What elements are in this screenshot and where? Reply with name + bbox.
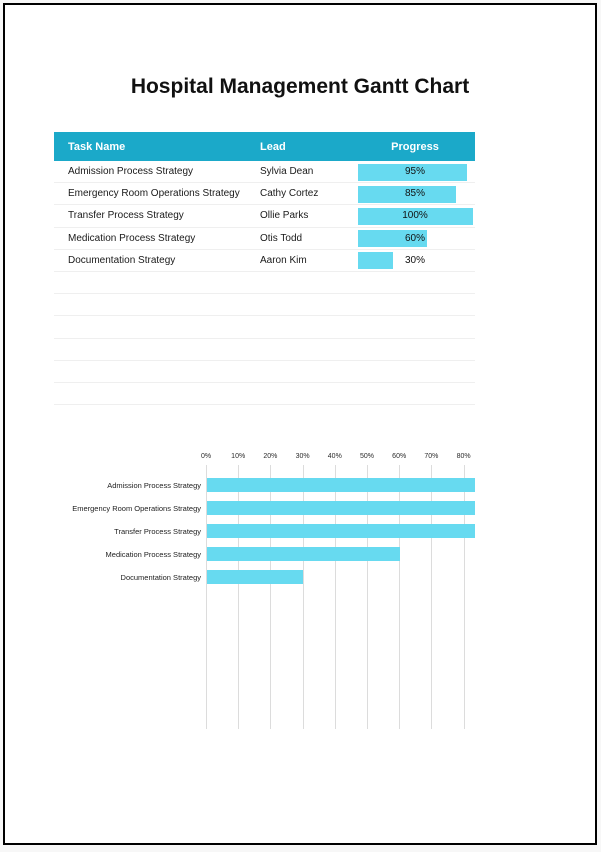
column-header-progress: Progress [391, 140, 439, 153]
progress-value-label: 30% [404, 254, 425, 266]
chart-x-tick-label: 10% [231, 453, 246, 460]
progress-value-label: 85% [404, 188, 425, 200]
chart-bar [207, 501, 475, 515]
chart-x-tick-label: 40% [327, 453, 342, 460]
chart-x-tick-label: 80% [456, 453, 471, 460]
task-name-cell: Documentation Strategy [68, 254, 176, 266]
chart-bar [207, 478, 475, 492]
chart-x-tick-label: 0% [200, 453, 212, 460]
chart-bar [207, 570, 304, 584]
chart-x-tick-label: 20% [263, 453, 278, 460]
chart-category-label: Medication Process Strategy [105, 550, 201, 559]
lead-cell: Otis Todd [260, 232, 303, 244]
column-header-lead: Lead [260, 140, 286, 153]
lead-cell: Cathy Cortez [260, 188, 319, 200]
column-header-task-name: Task Name [68, 140, 126, 153]
task-name-cell: Transfer Process Strategy [68, 210, 184, 222]
task-name-cell: Medication Process Strategy [68, 232, 196, 244]
lead-cell: Ollie Parks [260, 210, 309, 222]
chart-category-label: Transfer Process Strategy [114, 527, 201, 536]
progress-value-label: 100% [402, 210, 428, 222]
chart-bar [207, 547, 400, 561]
chart-x-tick-label: 70% [424, 453, 439, 460]
chart-x-tick-label: 60% [392, 453, 407, 460]
chart-x-tick-label: 30% [295, 453, 310, 460]
lead-cell: Sylvia Dean [260, 166, 314, 178]
chart-category-label: Emergency Room Operations Strategy [72, 504, 201, 513]
chart-x-tick-label: 50% [359, 453, 374, 460]
page-title: Hospital Management Gantt Chart [130, 75, 470, 98]
chart-category-label: Documentation Strategy [120, 573, 201, 582]
document-page [3, 3, 597, 845]
chart-category-label: Admission Process Strategy [107, 481, 201, 490]
task-name-cell: Admission Process Strategy [68, 166, 194, 178]
progress-value-label: 60% [404, 232, 425, 244]
chart-bar [207, 524, 475, 538]
lead-cell: Aaron Kim [260, 254, 307, 266]
task-name-cell: Emergency Room Operations Strategy [68, 188, 240, 200]
progress-value-label: 95% [404, 166, 425, 178]
gantt-chart [5, 5, 595, 843]
